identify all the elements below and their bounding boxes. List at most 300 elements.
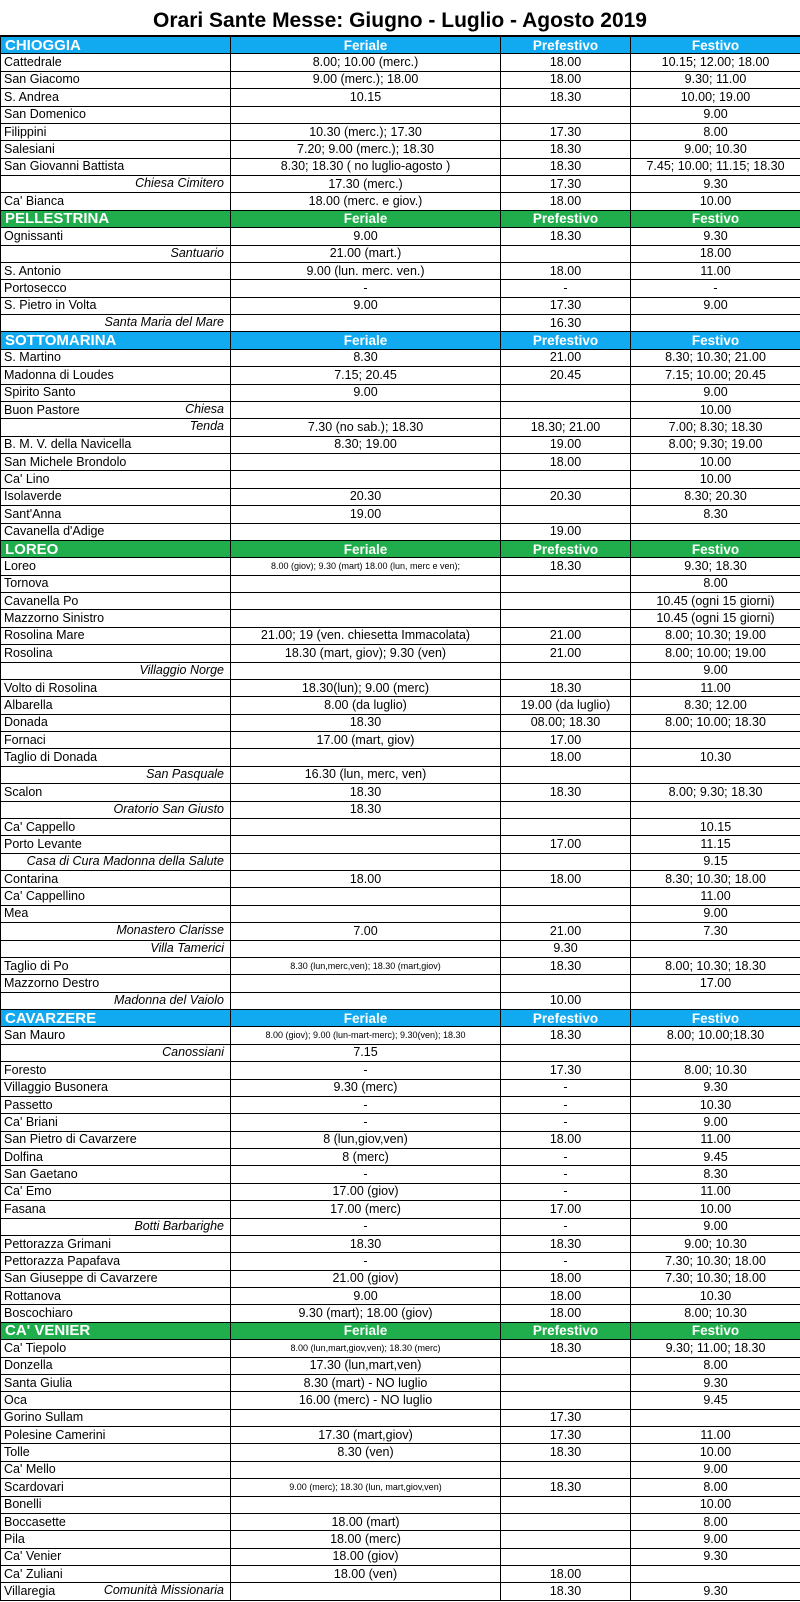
prefestivo-cell	[501, 888, 631, 905]
church-name: Isolaverde	[4, 489, 62, 504]
festivo-cell: 8.00; 10.00; 18.30	[631, 714, 800, 731]
festivo-cell: 7.45; 10.00; 11.15; 18.30	[631, 158, 800, 175]
festivo-cell: 7.30	[631, 923, 800, 940]
prefestivo-cell: 21.00	[501, 923, 631, 940]
prefestivo-cell	[501, 905, 631, 922]
feriale-cell: 10.30 (merc.); 17.30	[231, 123, 501, 140]
church-name-cell	[1, 419, 231, 436]
feriale-cell: -	[231, 280, 501, 297]
prefestivo-cell: -	[501, 1253, 631, 1270]
column-header: Festivo	[631, 210, 800, 227]
festivo-cell: 8.00; 9.30; 18.30	[631, 784, 800, 801]
church-name-cell	[1, 610, 231, 627]
church-name-cell	[1, 575, 231, 592]
church-name-cell	[1, 1583, 231, 1600]
church-name-cell	[1, 1183, 231, 1200]
table-row	[1, 1513, 800, 1530]
prefestivo-cell	[501, 1044, 631, 1061]
prefestivo-cell	[501, 1392, 631, 1409]
table-row	[1, 1340, 800, 1357]
sub-location: Oratorio San Giusto	[113, 801, 224, 816]
church-name: S. Andrea	[4, 89, 59, 104]
festivo-cell: 8.00; 10.30; 18.30	[631, 957, 800, 974]
festivo-cell: 8.00; 9.30; 19.00	[631, 436, 800, 453]
table-row	[1, 193, 800, 210]
festivo-cell	[631, 801, 800, 818]
festivo-cell: 8.30; 12.00	[631, 697, 800, 714]
mass-schedule-table	[0, 36, 800, 1601]
festivo-cell: 9.45	[631, 1149, 800, 1166]
church-name-cell	[1, 662, 231, 679]
prefestivo-cell: 17.30	[501, 176, 631, 193]
church-name-cell	[1, 1496, 231, 1513]
table-row	[1, 593, 800, 610]
church-name-cell	[1, 349, 231, 366]
festivo-cell: 8.00	[631, 1357, 800, 1374]
column-header: Feriale	[231, 37, 501, 54]
church-name-cell	[1, 506, 231, 523]
table-row	[1, 1044, 800, 1061]
festivo-cell: 9.00	[631, 1218, 800, 1235]
column-header: Prefestivo	[501, 332, 631, 349]
church-name-cell	[1, 141, 231, 158]
festivo-cell: 8.00; 10.30	[631, 1062, 800, 1079]
column-header: Feriale	[231, 1322, 501, 1339]
table-row	[1, 1235, 800, 1252]
church-name-cell	[1, 975, 231, 992]
feriale-cell	[231, 593, 501, 610]
festivo-cell: 11.00	[631, 1427, 800, 1444]
festivo-cell: 10.00	[631, 193, 800, 210]
feriale-cell	[231, 610, 501, 627]
church-name-cell	[1, 627, 231, 644]
prefestivo-cell: 18.30	[501, 1444, 631, 1461]
feriale-cell: 18.30 (mart, giov); 9.30 (ven)	[231, 645, 501, 662]
church-name-cell	[1, 593, 231, 610]
church-name-cell	[1, 749, 231, 766]
festivo-cell: 8.00; 10.30	[631, 1305, 800, 1322]
church-name: Santa Giulia	[4, 1375, 73, 1390]
festivo-cell: 10.45 (ogni 15 giorni)	[631, 593, 800, 610]
church-name-cell	[1, 940, 231, 957]
feriale-cell: 9.00	[231, 297, 501, 314]
church-name-cell	[1, 1201, 231, 1218]
festivo-cell: 8.30; 20.30	[631, 488, 800, 505]
prefestivo-cell: 17.30	[501, 1062, 631, 1079]
church-name-cell	[1, 280, 231, 297]
column-header: Festivo	[631, 1010, 800, 1027]
festivo-cell: 9.00; 10.30	[631, 141, 800, 158]
prefestivo-cell: 18.00	[501, 749, 631, 766]
church-name-cell	[1, 471, 231, 488]
church-name: Pettorazza Papafava	[4, 1253, 121, 1268]
festivo-cell: 10.15	[631, 818, 800, 835]
prefestivo-cell: -	[501, 1096, 631, 1113]
table-row	[1, 1409, 800, 1426]
church-name: Contarina	[4, 871, 59, 886]
church-name: Rottanova	[4, 1288, 61, 1303]
festivo-cell: 9.00	[631, 106, 800, 123]
church-name: San Mauro	[4, 1028, 66, 1043]
prefestivo-cell: 18.00	[501, 1131, 631, 1148]
table-row	[1, 1183, 800, 1200]
sub-location: Santuario	[170, 245, 224, 260]
church-name: Ca' Mello	[4, 1462, 56, 1477]
church-name-cell	[1, 245, 231, 262]
feriale-cell	[231, 1583, 501, 1600]
sub-location: Canossiani	[162, 1044, 224, 1059]
prefestivo-cell: 9.30	[501, 940, 631, 957]
prefestivo-cell: 18.00	[501, 1288, 631, 1305]
festivo-cell: 9.00	[631, 384, 800, 401]
prefestivo-cell	[501, 975, 631, 992]
sub-location: Villa Tamerici	[150, 940, 224, 955]
church-name: Salesiani	[4, 141, 55, 156]
church-name: Buon Pastore	[4, 402, 80, 417]
feriale-cell: 18.00 (ven)	[231, 1566, 501, 1583]
festivo-cell	[631, 523, 800, 540]
table-row	[1, 419, 800, 436]
festivo-cell: 8.30; 10.30; 21.00	[631, 349, 800, 366]
church-name-cell	[1, 888, 231, 905]
table-row	[1, 1444, 800, 1461]
festivo-cell: 11.00	[631, 1131, 800, 1148]
table-row	[1, 1461, 800, 1478]
table-row	[1, 349, 800, 366]
feriale-cell: -	[231, 1253, 501, 1270]
feriale-cell	[231, 940, 501, 957]
festivo-cell: 9.30	[631, 1583, 800, 1600]
feriale-cell: 18.30	[231, 801, 501, 818]
column-header: Prefestivo	[501, 210, 631, 227]
church-name: Boccasette	[4, 1514, 66, 1529]
church-name: Ca' Cappellino	[4, 889, 85, 904]
feriale-cell: 18.30	[231, 1235, 501, 1252]
section-name: PELLESTRINA	[1, 210, 231, 227]
church-name-cell	[1, 523, 231, 540]
festivo-cell	[631, 940, 800, 957]
table-row	[1, 228, 800, 245]
church-name-cell	[1, 71, 231, 88]
prefestivo-cell: 21.00	[501, 645, 631, 662]
church-name-cell	[1, 454, 231, 471]
table-row	[1, 262, 800, 279]
prefestivo-cell	[501, 401, 631, 418]
church-name-cell	[1, 106, 231, 123]
feriale-cell: 8.00 (da luglio)	[231, 697, 501, 714]
church-name-cell	[1, 818, 231, 835]
church-name: San Giuseppe di Cavarzere	[4, 1271, 158, 1286]
prefestivo-cell: 08.00; 18.30	[501, 714, 631, 731]
table-row	[1, 1114, 800, 1131]
prefestivo-cell: 19.00	[501, 523, 631, 540]
prefestivo-cell	[501, 384, 631, 401]
prefestivo-cell	[501, 853, 631, 870]
church-name: Cattedrale	[4, 55, 62, 70]
table-row	[1, 1131, 800, 1148]
church-name-cell	[1, 384, 231, 401]
church-name: Mazzorno Destro	[4, 975, 100, 990]
festivo-cell: 11.00	[631, 679, 800, 696]
festivo-cell: 8.00; 10.00;18.30	[631, 1027, 800, 1044]
feriale-cell: 17.00 (giov)	[231, 1183, 501, 1200]
prefestivo-cell	[501, 593, 631, 610]
column-header: Festivo	[631, 37, 800, 54]
table-row	[1, 1531, 800, 1548]
feriale-cell: 8.00 (giov); 9.00 (lun-mart-merc); 9.30(ven); 18.30	[231, 1027, 501, 1044]
church-name-cell	[1, 436, 231, 453]
prefestivo-cell: 21.00	[501, 627, 631, 644]
table-row	[1, 1201, 800, 1218]
section-header	[1, 540, 800, 557]
prefestivo-cell: 20.30	[501, 488, 631, 505]
feriale-cell: -	[231, 1166, 501, 1183]
festivo-cell: 9.00	[631, 662, 800, 679]
prefestivo-cell	[501, 245, 631, 262]
prefestivo-cell: -	[501, 280, 631, 297]
column-header: Prefestivo	[501, 37, 631, 54]
festivo-cell: 9.30	[631, 1079, 800, 1096]
church-name-cell	[1, 176, 231, 193]
column-header: Prefestivo	[501, 1010, 631, 1027]
prefestivo-cell: 18.30	[501, 1027, 631, 1044]
church-name: Tornova	[4, 576, 49, 591]
church-name-cell	[1, 1218, 231, 1235]
feriale-cell: 7.20; 9.00 (merc.); 18.30	[231, 141, 501, 158]
table-row	[1, 245, 800, 262]
sub-location: Santa Maria del Mare	[104, 315, 224, 329]
table-row	[1, 1496, 800, 1513]
festivo-cell: 9.45	[631, 1392, 800, 1409]
festivo-cell: 10.30	[631, 1096, 800, 1113]
column-header: Festivo	[631, 540, 800, 557]
prefestivo-cell: 10.00	[501, 992, 631, 1009]
table-row	[1, 697, 800, 714]
church-name-cell	[1, 1427, 231, 1444]
church-name-cell	[1, 732, 231, 749]
festivo-cell: 10.00	[631, 1496, 800, 1513]
church-name-cell	[1, 1444, 231, 1461]
feriale-cell: 18.00 (merc)	[231, 1531, 501, 1548]
church-name: Pettorazza Grimani	[4, 1236, 111, 1251]
prefestivo-cell: -	[501, 1114, 631, 1131]
table-row	[1, 1270, 800, 1287]
prefestivo-cell: 17.00	[501, 1201, 631, 1218]
table-row	[1, 141, 800, 158]
church-name: Oca	[4, 1392, 27, 1407]
festivo-cell: 10.00	[631, 401, 800, 418]
table-row	[1, 471, 800, 488]
section-name: LOREO	[1, 540, 231, 557]
table-row	[1, 923, 800, 940]
church-name-cell	[1, 158, 231, 175]
sub-location: Casa di Cura Madonna della Salute	[26, 853, 224, 868]
feriale-cell: 19.00	[231, 506, 501, 523]
church-name: Bonelli	[4, 1497, 42, 1512]
prefestivo-cell: 21.00	[501, 349, 631, 366]
prefestivo-cell: -	[501, 1183, 631, 1200]
church-name: Filippini	[4, 124, 47, 139]
feriale-cell: 9.00	[231, 384, 501, 401]
section-header	[1, 1010, 800, 1027]
prefestivo-cell: 17.30	[501, 123, 631, 140]
feriale-cell	[231, 1496, 501, 1513]
church-name: Donzella	[4, 1358, 53, 1373]
festivo-cell: 10.00; 19.00	[631, 89, 800, 106]
feriale-cell	[231, 454, 501, 471]
page-title: Orari Sante Messe: Giugno - Luglio - Agosto 2019	[0, 0, 800, 36]
prefestivo-cell: 16.30	[501, 315, 631, 332]
table-row	[1, 384, 800, 401]
festivo-cell: 9.15	[631, 853, 800, 870]
table-row	[1, 71, 800, 88]
feriale-cell	[231, 853, 501, 870]
prefestivo-cell	[501, 1531, 631, 1548]
feriale-cell	[231, 1461, 501, 1478]
column-header: Prefestivo	[501, 540, 631, 557]
church-name-cell	[1, 1079, 231, 1096]
table-row	[1, 1566, 800, 1583]
church-name-cell	[1, 957, 231, 974]
church-name: Rosolina Mare	[4, 628, 85, 643]
column-header: Feriale	[231, 540, 501, 557]
festivo-cell: 9.00	[631, 1531, 800, 1548]
table-row	[1, 123, 800, 140]
church-name: San Gaetano	[4, 1167, 78, 1182]
festivo-cell: 10.00	[631, 454, 800, 471]
feriale-cell: -	[231, 1218, 501, 1235]
feriale-cell: 8.30; 19.00	[231, 436, 501, 453]
church-name: Ca' Briani	[4, 1114, 58, 1129]
church-name-cell	[1, 1149, 231, 1166]
church-name: Loreo	[4, 558, 36, 573]
festivo-cell: 11.00	[631, 1183, 800, 1200]
table-row	[1, 1288, 800, 1305]
festivo-cell: 8.30	[631, 1166, 800, 1183]
feriale-cell	[231, 575, 501, 592]
feriale-cell: 8.00 (lun,mart,giov,ven); 18.30 (merc)	[231, 1340, 501, 1357]
church-name: San Giacomo	[4, 72, 80, 87]
church-name-cell	[1, 488, 231, 505]
church-name-cell	[1, 853, 231, 870]
festivo-cell: 10.00	[631, 1444, 800, 1461]
church-name: Cavanella d'Adige	[4, 524, 105, 539]
festivo-cell: 8.30	[631, 506, 800, 523]
table-row	[1, 992, 800, 1009]
festivo-cell: 10.00	[631, 1201, 800, 1218]
prefestivo-cell: 18.00	[501, 71, 631, 88]
table-row	[1, 975, 800, 992]
table-row	[1, 645, 800, 662]
church-name-cell	[1, 1131, 231, 1148]
festivo-cell: 9.00	[631, 1461, 800, 1478]
table-row	[1, 106, 800, 123]
festivo-cell	[631, 1409, 800, 1426]
column-header: Festivo	[631, 332, 800, 349]
church-name-cell	[1, 1566, 231, 1583]
festivo-cell	[631, 1566, 800, 1583]
table-row	[1, 836, 800, 853]
prefestivo-cell	[501, 766, 631, 783]
church-name: Polesine Camerini	[4, 1427, 106, 1442]
prefestivo-cell	[501, 1548, 631, 1565]
prefestivo-cell: -	[501, 1079, 631, 1096]
church-name-cell	[1, 297, 231, 314]
festivo-cell: 10.00	[631, 471, 800, 488]
prefestivo-cell: 18.30	[501, 679, 631, 696]
church-name: S. Martino	[4, 350, 61, 365]
prefestivo-cell	[501, 1513, 631, 1530]
table-row	[1, 89, 800, 106]
festivo-cell: 10.45 (ogni 15 giorni)	[631, 610, 800, 627]
table-row	[1, 1548, 800, 1565]
festivo-cell: 8.00	[631, 1513, 800, 1530]
church-name-cell	[1, 1409, 231, 1426]
festivo-cell: 8.00	[631, 123, 800, 140]
church-name-cell	[1, 228, 231, 245]
feriale-cell: 9.30 (mart); 18.00 (giov)	[231, 1305, 501, 1322]
church-name: S. Antonio	[4, 263, 61, 278]
sub-location: San Pasquale	[146, 766, 224, 781]
feriale-cell: 9.00 (lun. merc. ven.)	[231, 262, 501, 279]
table-row	[1, 1079, 800, 1096]
feriale-cell: 18.30	[231, 784, 501, 801]
sub-location: Monastero Clarisse	[116, 923, 224, 938]
feriale-cell: 18.00	[231, 871, 501, 888]
church-name: Porto Levante	[4, 836, 82, 851]
church-name-cell	[1, 1340, 231, 1357]
table-row	[1, 679, 800, 696]
prefestivo-cell: 17.30	[501, 1427, 631, 1444]
church-name-cell	[1, 401, 231, 418]
church-name-cell	[1, 1114, 231, 1131]
festivo-cell: 8.00; 10.00; 19.00	[631, 645, 800, 662]
feriale-cell	[231, 975, 501, 992]
church-name: Scalon	[4, 784, 43, 799]
feriale-cell	[231, 1409, 501, 1426]
church-name: Villaregia	[4, 1584, 56, 1599]
table-row	[1, 1305, 800, 1322]
church-name: Ca' Lino	[4, 472, 50, 487]
church-name: San Pietro di Cavarzere	[4, 1132, 137, 1147]
sub-location: Comunità Missionaria	[103, 1583, 224, 1598]
prefestivo-cell	[501, 801, 631, 818]
church-name: Albarella	[4, 697, 53, 712]
section-name: CHIOGGIA	[1, 37, 231, 54]
feriale-cell: 8.00 (giov); 9.30 (mart) 18.00 (lun, merc e ven);	[231, 558, 501, 575]
prefestivo-cell: 18.30	[501, 558, 631, 575]
festivo-cell: 17.00	[631, 975, 800, 992]
prefestivo-cell	[501, 1496, 631, 1513]
church-name: Mea	[4, 906, 29, 921]
feriale-cell: 18.30	[231, 714, 501, 731]
table-row	[1, 1149, 800, 1166]
section-header	[1, 210, 800, 227]
church-name: Ca' Zuliani	[4, 1566, 63, 1581]
church-name: Boscochiaro	[4, 1306, 73, 1321]
table-row	[1, 784, 800, 801]
festivo-cell: 8.30; 10.30; 18.00	[631, 871, 800, 888]
prefestivo-cell	[501, 471, 631, 488]
table-row	[1, 523, 800, 540]
church-name-cell	[1, 1461, 231, 1478]
feriale-cell: 9.30 (merc)	[231, 1079, 501, 1096]
festivo-cell: 9.30; 18.30	[631, 558, 800, 575]
feriale-cell: 9.00 (merc.); 18.00	[231, 71, 501, 88]
feriale-cell	[231, 836, 501, 853]
table-row	[1, 575, 800, 592]
feriale-cell: 18.30(lun); 9.00 (merc)	[231, 679, 501, 696]
